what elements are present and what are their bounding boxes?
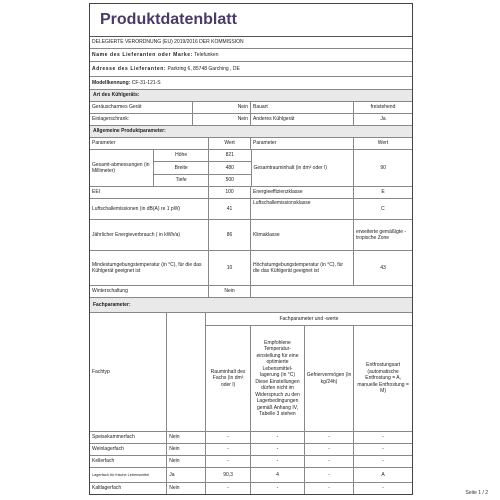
col-volume: Rauminhalt des Fachs (in dm³ oder l) bbox=[206, 326, 251, 431]
temperature-row bbox=[90, 251, 412, 286]
col-recommended-temp: Empfohlene Temperatur-einstellung für eine optimierte Lebensmittel-lagerung (in °C) Diese Einstellungen dürfen nicht im Widerspruch zu den Lagerbedingungen gemäß Anhang IV, Tabelle 3 stehen bbox=[251, 326, 305, 431]
compartment-section-title: Fachparameter: bbox=[93, 301, 131, 308]
depth-label: Tiefe bbox=[154, 175, 209, 186]
climate-class-label: Klimaklasse bbox=[251, 220, 354, 250]
type-row-1 bbox=[90, 102, 412, 114]
compartment-present: Nein bbox=[167, 483, 206, 494]
noise-row bbox=[90, 199, 412, 220]
type-row-2 bbox=[90, 114, 412, 126]
total-volume-value: 90 bbox=[380, 164, 386, 171]
compartment-freeze: - bbox=[305, 483, 354, 494]
eei-row bbox=[90, 187, 412, 199]
compartment-volume: - bbox=[206, 456, 251, 467]
compartment-defrost: A bbox=[381, 471, 385, 478]
other-appliance-value: Ja bbox=[380, 116, 386, 123]
winter-value: Nein bbox=[209, 286, 251, 297]
energy-row bbox=[90, 220, 412, 251]
compartment-temp: - bbox=[251, 456, 305, 467]
min-temp-value: 10 bbox=[209, 251, 251, 285]
compartment-type: Kellerfach bbox=[90, 456, 167, 467]
regulation-text: DELEGIERTE VERORDNUNG (EU) 2019/2016 DER KOMMISSION bbox=[92, 39, 244, 46]
supplier-address-value: Parkring 6, 85748 Garching , DE bbox=[167, 65, 240, 72]
col-compartment-type: Fachtyp bbox=[90, 313, 167, 431]
min-temp-label: Mindestumgebungstemperatur (in °C), für die das Kühlgerät geeignet ist bbox=[90, 251, 209, 285]
depth-value: 500 bbox=[225, 177, 234, 184]
winter-row bbox=[90, 286, 412, 298]
supplier-name-label: Name des Lieferanten oder Marke: bbox=[92, 51, 193, 58]
energy-class-label: Energieeffizienzklasse bbox=[251, 187, 354, 198]
quiet-appliance-value: Nein bbox=[193, 102, 251, 113]
other-appliance-label: Anderes Kühlgerät bbox=[251, 114, 354, 125]
total-volume-label: Gesamtrauminhalt (in dm³ oder l) bbox=[252, 150, 355, 186]
noise-class-label: Luftschallemissionsklasse bbox=[251, 199, 354, 219]
col-param-2: Parameter bbox=[251, 138, 354, 149]
annual-energy-value: 86 bbox=[209, 220, 251, 250]
max-temp-value: 43 bbox=[380, 264, 386, 271]
compartment-temp: - bbox=[251, 432, 305, 443]
noise-label: Luftschallemissionen (in dB(A) re 1 pW) bbox=[90, 199, 209, 219]
table-row bbox=[90, 432, 412, 444]
climate-class-value: erweiterte gemäßigte - tropische Zone bbox=[356, 228, 407, 241]
design-type-value: freistehend bbox=[370, 104, 396, 111]
compartment-present: Nein bbox=[167, 456, 206, 467]
compartment-defrost: - bbox=[382, 446, 384, 453]
eei-label: EEI bbox=[90, 187, 209, 198]
compartment-section-header bbox=[90, 298, 412, 313]
product-data-sheet bbox=[89, 3, 413, 495]
annual-energy-label: Jährlicher Energieverbrauch ( in kWh/a) bbox=[90, 220, 209, 250]
model-label: Modellkennung: bbox=[92, 79, 131, 86]
compartment-defrost: - bbox=[382, 485, 384, 492]
table-row bbox=[90, 444, 412, 456]
supplier-name-value: Telefunken bbox=[194, 51, 219, 58]
model-row bbox=[90, 77, 412, 90]
regulation-row bbox=[90, 37, 412, 49]
height-value: 821 bbox=[225, 152, 234, 159]
compartment-type: Lagerfach für frische Lebensmittel bbox=[90, 468, 167, 482]
width-label: Breite bbox=[154, 162, 209, 173]
compartment-present: Ja bbox=[167, 468, 206, 482]
dimensions-subtable bbox=[154, 150, 251, 186]
compartment-freeze: - bbox=[305, 432, 354, 443]
max-temp-label: Höchstumgebungstemperatur (in °C), für die das Kühlgerät geeignet ist bbox=[251, 251, 354, 285]
compartment-defrost: - bbox=[382, 458, 384, 465]
compartment-volume: - bbox=[206, 432, 251, 443]
compartment-header-row bbox=[90, 313, 412, 432]
compartment-temp: 4 bbox=[251, 468, 305, 482]
compartment-type: Speisekammerfach bbox=[90, 432, 167, 443]
compartment-type: Kaltlagerfach bbox=[90, 483, 167, 494]
col-param-1: Parameter bbox=[90, 138, 209, 149]
wine-cabinet-label: Einlagerschrank: bbox=[90, 114, 193, 125]
general-section-title: Allgemeine Produktparameter: bbox=[93, 128, 166, 135]
general-section-header bbox=[90, 126, 412, 138]
compartment-volume: - bbox=[206, 483, 251, 494]
compartment-present: Nein bbox=[167, 444, 206, 455]
col-freezing-capacity: Gefriervermögen (in kg/24h) bbox=[305, 326, 354, 431]
compartment-type: Weinlagerfach bbox=[90, 444, 167, 455]
design-type-label: Bauart bbox=[251, 102, 354, 113]
compartment-freeze: - bbox=[305, 468, 354, 482]
compartment-group-header: Fachparameter und -werte bbox=[279, 315, 339, 322]
compartment-volume: 90,3 bbox=[206, 468, 251, 482]
col-defrost-type: Entfrostungsart (automatische Entfrostung = A, manuelle Entfrostung = M) bbox=[357, 362, 409, 395]
height-label: Höhe bbox=[154, 150, 209, 161]
width-value: 480 bbox=[225, 164, 234, 171]
wine-cabinet-value: Nein bbox=[193, 114, 251, 125]
noise-class-value: C bbox=[381, 205, 385, 212]
compartment-present: Nein bbox=[167, 432, 206, 443]
type-section-title: Art des Kühlgeräts: bbox=[93, 92, 140, 99]
document-title: Produktdatenblatt bbox=[90, 4, 412, 37]
winter-label: Winterschaltung bbox=[90, 286, 209, 297]
supplier-address-row bbox=[90, 62, 412, 77]
dimensions-label: Gesamt-abmessungen (in Millimeter) bbox=[90, 150, 154, 186]
compartment-freeze: - bbox=[305, 456, 354, 467]
col-value-2: Wert bbox=[377, 140, 389, 147]
dimensions-row bbox=[90, 150, 412, 187]
compartment-defrost: - bbox=[382, 434, 384, 441]
page-number: Seite 1 / 2 bbox=[465, 490, 488, 496]
compartment-temp: - bbox=[251, 483, 305, 494]
quiet-appliance-label: Geräuscharmes Gerät bbox=[90, 102, 193, 113]
eei-value: 100 bbox=[209, 187, 251, 198]
col-value-1: Wert bbox=[209, 138, 251, 149]
energy-class-value: E bbox=[381, 189, 385, 196]
model-value: CF-31-121-S bbox=[131, 79, 161, 86]
table-row bbox=[90, 468, 412, 483]
compartment-volume: - bbox=[206, 444, 251, 455]
table-row bbox=[90, 456, 412, 468]
general-header-row bbox=[90, 138, 412, 150]
supplier-address-label: Adresse des Lieferanten: bbox=[92, 65, 167, 72]
supplier-name-row bbox=[90, 49, 412, 62]
table-row bbox=[90, 483, 412, 494]
noise-value: 41 bbox=[209, 199, 251, 219]
compartment-freeze: - bbox=[305, 444, 354, 455]
type-section-header bbox=[90, 90, 412, 102]
compartment-temp: - bbox=[251, 444, 305, 455]
